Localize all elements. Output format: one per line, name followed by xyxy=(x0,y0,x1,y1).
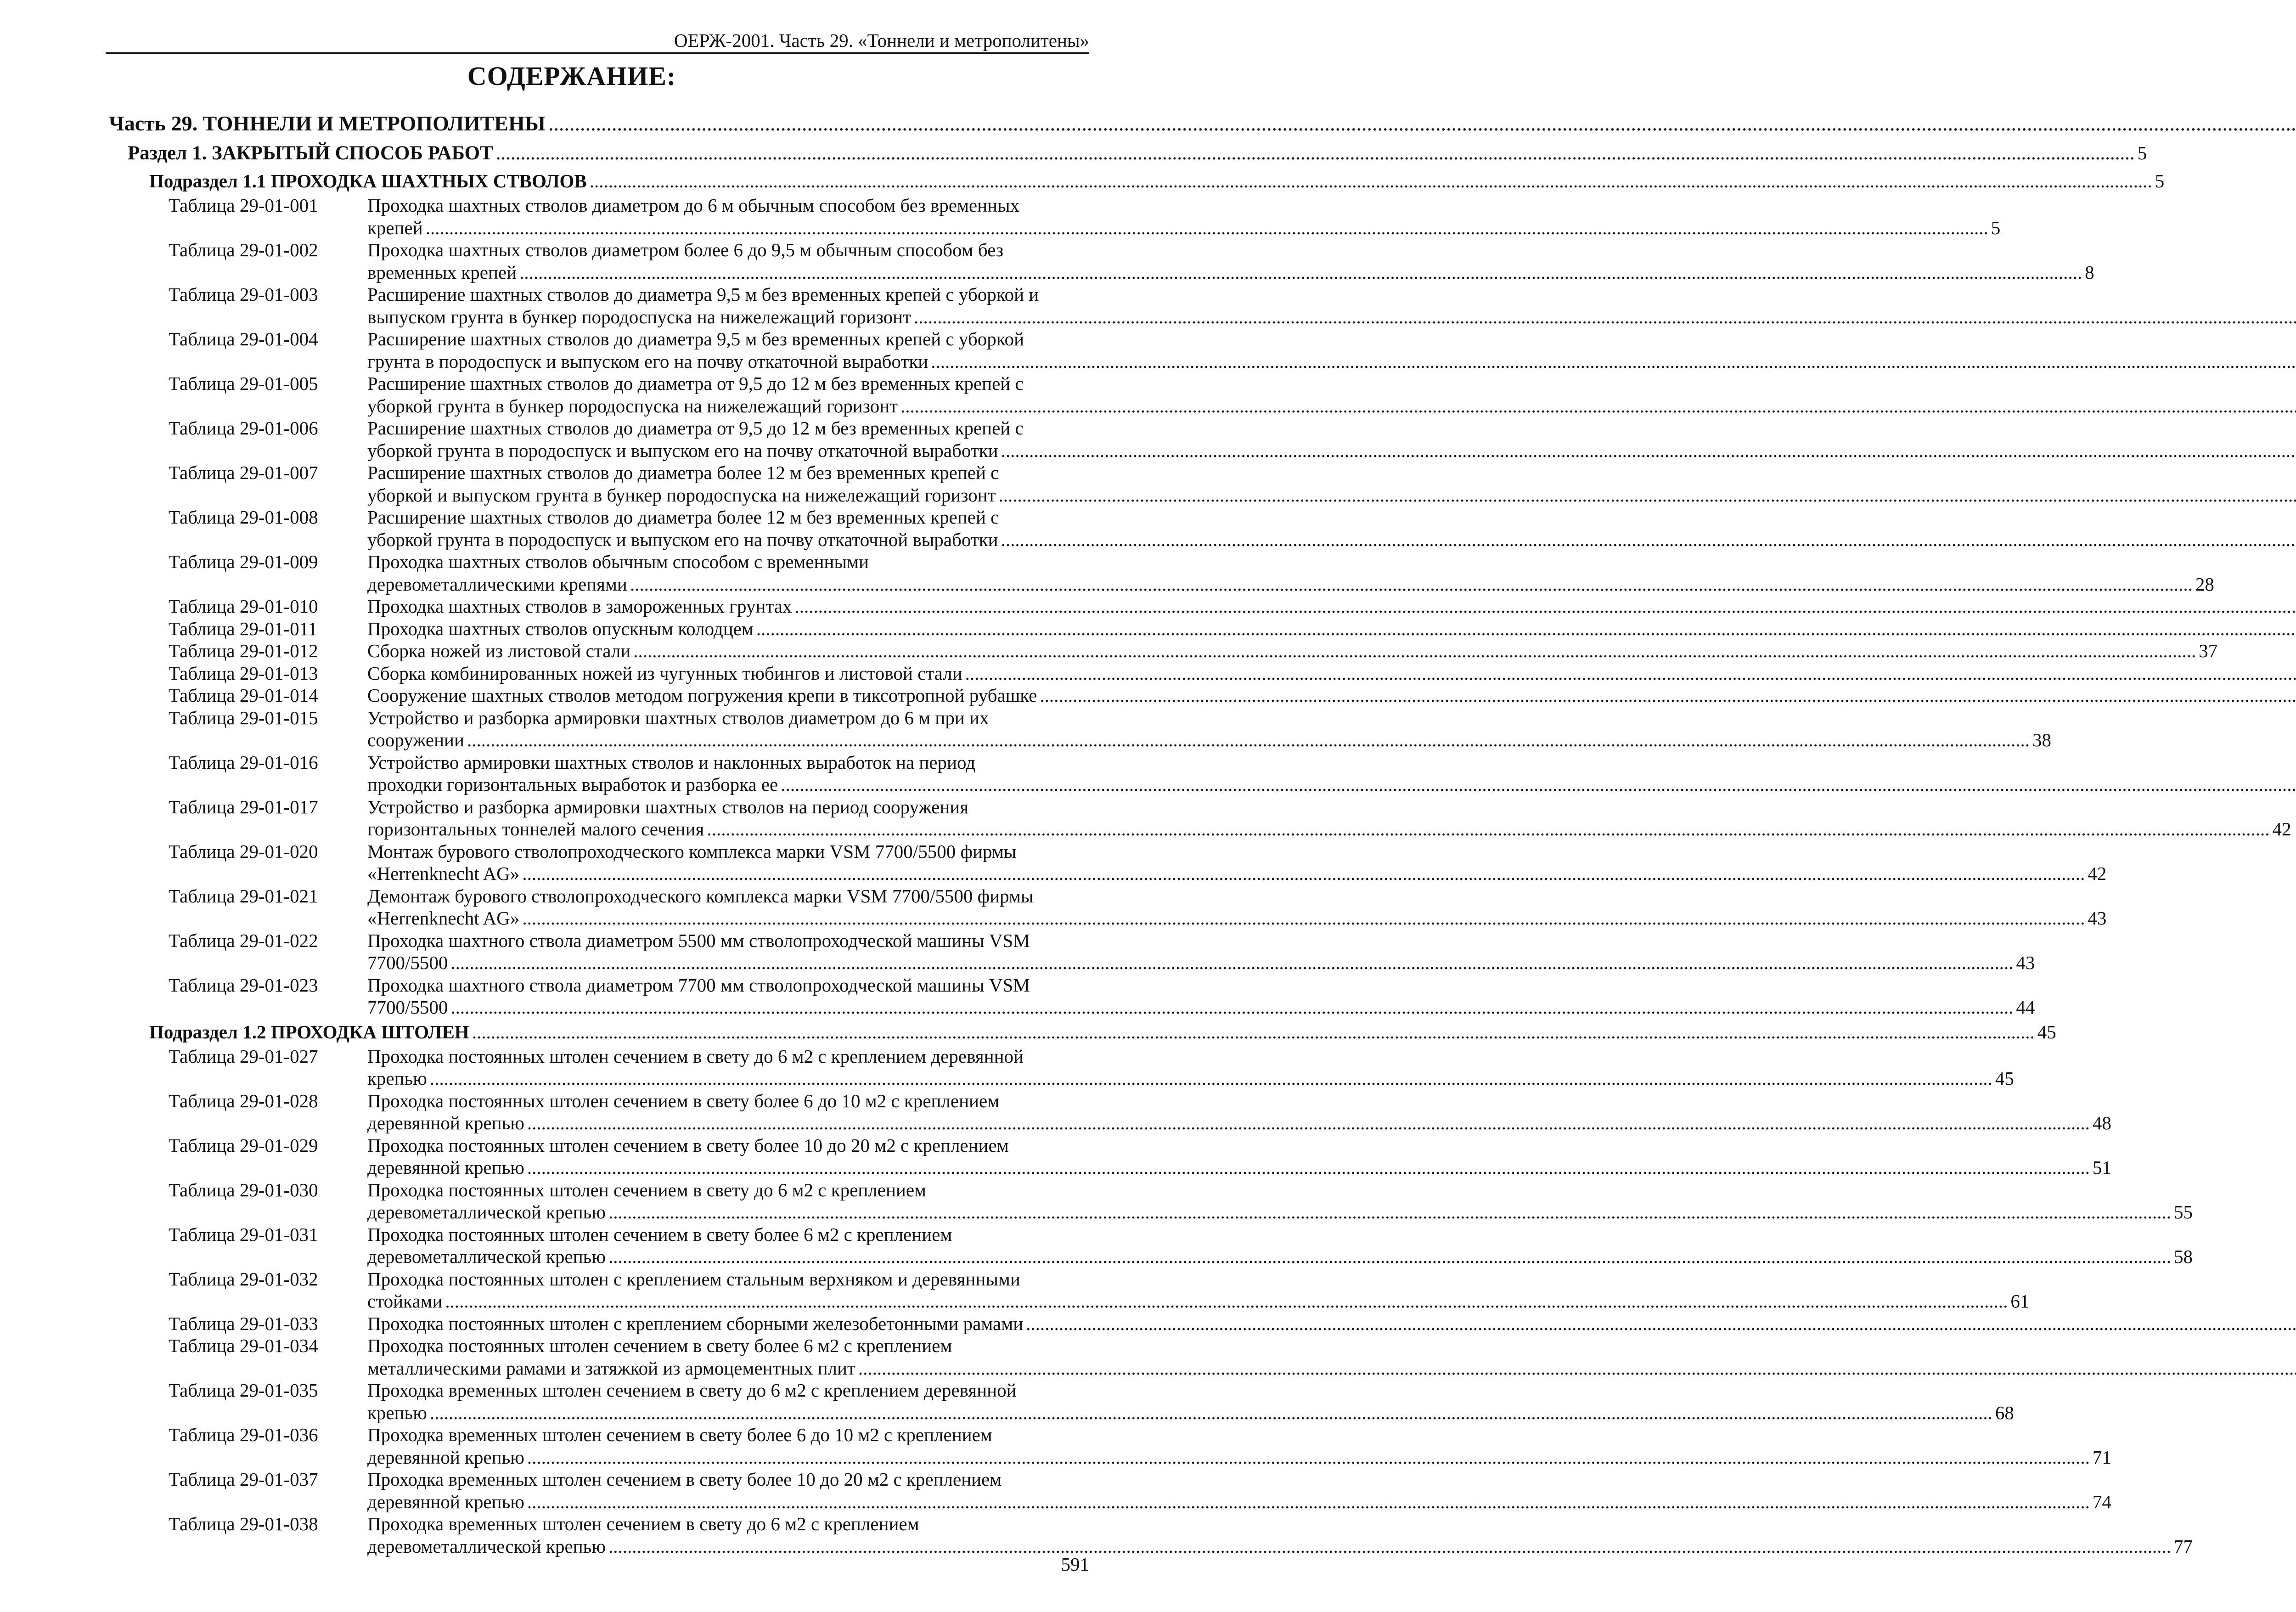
toc-table-id: Таблица 29-01-034 xyxy=(169,1335,318,1356)
dot-leader xyxy=(590,168,2152,194)
toc-title-line: Расширение шахтных стволов до диаметра более 12 м без временных крепей с xyxy=(367,462,999,483)
dot-leader xyxy=(522,907,2085,930)
toc-page-number: 45 xyxy=(2037,1021,2056,1043)
toc-page-number: 5 xyxy=(2137,142,2147,163)
dot-leader xyxy=(519,261,2082,284)
toc-title-line: стойками xyxy=(367,1291,443,1312)
toc-table-title xyxy=(367,618,2296,640)
toc-subsection-heading[interactable] xyxy=(0,168,2165,194)
toc-page-number: 51 xyxy=(2092,1157,2111,1178)
toc-table-id: Таблица 29-01-004 xyxy=(169,328,318,349)
dot-leader xyxy=(633,640,2196,662)
toc-table-title xyxy=(367,1223,2193,1268)
dot-leader xyxy=(900,395,2296,417)
dot-leader xyxy=(965,662,2296,685)
toc-table-id: Таблица 29-01-017 xyxy=(169,796,318,817)
toc-table-entry[interactable] xyxy=(0,1090,2111,1134)
toc-table-title xyxy=(367,1335,2296,1379)
dot-leader xyxy=(608,1535,2171,1558)
toc-table-title xyxy=(367,328,2296,372)
toc-title-line: уборкой грунта в породоспуск и выпуском его на почву откаточной выработки xyxy=(367,440,998,461)
toc-page-number: 68 xyxy=(1995,1402,2014,1423)
dot-leader xyxy=(548,108,2296,139)
toc-table-id: Таблица 29-01-032 xyxy=(169,1268,318,1290)
toc-title-line: деревометаллической крепью xyxy=(367,1246,606,1267)
toc-table-entry[interactable] xyxy=(0,328,1143,372)
toc-table-id: Таблица 29-01-001 xyxy=(169,195,318,216)
toc-table-id: Таблица 29-01-030 xyxy=(169,1179,318,1201)
toc-page-number: 5 xyxy=(2155,170,2165,192)
toc-title-line: Проходка временных штолен сечением в свету до 6 м2 с креплением деревянной xyxy=(367,1380,1017,1401)
toc-heading-label: Часть 29. ТОННЕЛИ И МЕТРОПОЛИТЕНЫ xyxy=(109,112,546,135)
dot-leader xyxy=(450,952,2013,974)
toc-page-number: 8 xyxy=(2085,261,2094,283)
toc-page-number: 61 xyxy=(2010,1291,2030,1312)
dot-leader xyxy=(472,1019,2035,1045)
toc-title-line: 7700/5500 xyxy=(367,952,448,973)
toc-table-title xyxy=(367,1268,2029,1313)
toc-table-id: Таблица 29-01-006 xyxy=(169,417,318,439)
toc-title-line: 7700/5500 xyxy=(367,997,448,1018)
toc-table-title xyxy=(367,684,2296,707)
toc-table-id: Таблица 29-01-003 xyxy=(169,284,318,305)
toc-title-line: деревометаллическими крепями xyxy=(367,573,627,595)
toc-table-title xyxy=(367,194,2000,239)
toc-title-line: Проходка постоянных штолен сечением в свету более 6 до 10 м2 с креплением xyxy=(367,1090,1000,1111)
toc-page-number: 55 xyxy=(2174,1201,2193,1223)
toc-table-entry[interactable] xyxy=(0,595,1143,618)
toc-title-line: деревянной крепью xyxy=(367,1112,524,1133)
toc-table-id: Таблица 29-01-022 xyxy=(169,930,318,951)
dot-leader xyxy=(608,1246,2171,1268)
toc-table-id: Таблица 29-01-023 xyxy=(169,974,318,996)
toc-title-line: Монтаж бурового стволопроходческого комплекса марки VSM 7700/5500 фирмы xyxy=(367,840,1017,862)
dot-leader xyxy=(496,139,2135,168)
table-of-contents xyxy=(0,108,2291,1557)
toc-title-line: деревометаллической крепью xyxy=(367,1535,606,1557)
toc-title-line: Проходка постоянных штолен с креплением сборными железобетонными рамами xyxy=(367,1313,1024,1334)
toc-table-entry[interactable] xyxy=(0,506,1143,551)
toc-title-line: временных крепей xyxy=(367,261,517,283)
toc-table-id: Таблица 29-01-037 xyxy=(169,1469,318,1490)
toc-table-entry[interactable] xyxy=(0,1313,1143,1335)
dot-leader xyxy=(527,1491,2090,1513)
toc-title-line: Демонтаж бурового стволопроходческого комплекса марки VSM 7700/5500 фирмы xyxy=(367,885,1034,907)
toc-title-line: деревянной крепью xyxy=(367,1491,524,1512)
toc-table-id: Таблица 29-01-020 xyxy=(169,840,318,862)
dot-leader xyxy=(527,1446,2090,1469)
toc-page-number: 74 xyxy=(2092,1491,2111,1512)
toc-title-line: Расширение шахтных стволов до диаметра более 12 м без временных крепей с xyxy=(367,507,999,528)
toc-title-line: Проходка шахтных стволов обычным способом с временными xyxy=(367,551,869,572)
toc-title-line: крепью xyxy=(367,1402,427,1423)
toc-title-line: Проходка постоянных штолен сечением в свету более 6 м2 с креплением xyxy=(367,1223,952,1245)
toc-table-title xyxy=(367,239,2094,283)
toc-table-id: Таблица 29-01-009 xyxy=(169,551,318,572)
toc-table-entry[interactable] xyxy=(0,1179,2193,1223)
toc-table-id: Таблица 29-01-011 xyxy=(169,618,318,639)
toc-table-entry[interactable] xyxy=(0,930,2035,974)
toc-table-entry[interactable] xyxy=(0,1335,1143,1379)
toc-section-heading[interactable] xyxy=(0,139,2147,168)
toc-table-entry[interactable] xyxy=(0,462,1143,506)
toc-table-entry[interactable] xyxy=(0,1513,2193,1557)
toc-title-line: выпуском грунта в бункер породоспуска на нижележащий горизонт xyxy=(367,306,911,327)
toc-table-title xyxy=(367,1313,2296,1335)
toc-table-id: Таблица 29-01-029 xyxy=(169,1134,318,1156)
toc-title-line: Сборка ножей из листовой стали xyxy=(367,640,631,661)
toc-title-line: Проходка постоянных штолен сечением в свету до 6 м2 с креплением деревянной xyxy=(367,1045,1024,1067)
toc-table-title xyxy=(367,974,2035,1019)
toc-title-line: Проходка шахтных стволов диаметром более 6 до 9,5 м обычным способом без xyxy=(367,239,1004,260)
toc-table-id: Таблица 29-01-010 xyxy=(169,596,318,617)
toc-table-id: Таблица 29-01-007 xyxy=(169,462,318,483)
dot-leader xyxy=(914,306,2296,328)
dot-leader xyxy=(931,350,2296,373)
toc-page-number: 38 xyxy=(2032,729,2051,750)
toc-table-entry[interactable] xyxy=(0,551,2214,595)
toc-table-title xyxy=(367,595,2296,618)
toc-title-line: Проходка временных штолен сечением в свету более 6 до 10 м2 с креплением xyxy=(367,1424,992,1445)
toc-table-id: Таблица 29-01-015 xyxy=(169,707,318,728)
toc-table-id: Таблица 29-01-005 xyxy=(169,373,318,394)
toc-page-number: 44 xyxy=(2016,997,2035,1018)
toc-page-number: 43 xyxy=(2088,907,2107,929)
toc-title-line: проходки горизонтальных выработок и разборка ее xyxy=(367,774,778,795)
toc-table-title xyxy=(367,885,2106,930)
toc-page-number: 28 xyxy=(2195,573,2214,595)
toc-table-id: Таблица 29-01-014 xyxy=(169,685,318,706)
dot-leader xyxy=(426,217,1988,239)
toc-title-line: уборкой грунта в породоспуск и выпуском его на почву откаточной выработки xyxy=(367,529,998,550)
toc-table-title xyxy=(367,796,2291,840)
toc-table-title xyxy=(367,930,2035,974)
toc-table-id: Таблица 29-01-033 xyxy=(169,1313,318,1334)
toc-title-line: Проходка временных штолен сечением в свету более 10 до 20 м2 с креплением xyxy=(367,1469,1002,1490)
toc-table-title xyxy=(367,1090,2111,1134)
toc-table-entry[interactable] xyxy=(0,640,2218,662)
toc-table-id: Таблица 29-01-027 xyxy=(169,1045,318,1067)
dot-leader xyxy=(522,862,2085,885)
toc-title-line: крепью xyxy=(367,1068,427,1089)
toc-title-line: Проходка шахтных стволов опускным колодцем xyxy=(367,618,754,639)
dot-leader xyxy=(756,618,2296,640)
toc-table-title xyxy=(367,417,2296,462)
toc-title-line: Расширение шахтных стволов до диаметра 9,5 м без временных крепей с уборкой xyxy=(367,328,1024,349)
toc-title-line: Проходка шахтных стволов диаметром до 6 м обычным способом без временных xyxy=(367,195,1020,216)
toc-table-entry[interactable] xyxy=(0,1268,2030,1313)
toc-title-line: Проходка временных штолен сечением в свету до 6 м2 с креплением xyxy=(367,1513,919,1534)
dot-leader xyxy=(467,729,2030,751)
dot-leader xyxy=(1040,684,2296,707)
dot-leader xyxy=(608,1201,2171,1223)
toc-heading-label: Раздел 1. ЗАКРЫТЫЙ СПОСОБ РАБОТ xyxy=(128,142,493,164)
toc-table-entry[interactable] xyxy=(0,417,1143,462)
toc-table-title xyxy=(367,1468,2111,1513)
toc-table-title xyxy=(367,372,2296,417)
toc-title-line: деревянной крепью xyxy=(367,1446,524,1468)
toc-table-title xyxy=(367,751,2296,796)
toc-table-id: Таблица 29-01-021 xyxy=(169,885,318,907)
toc-title-line: Проходка постоянных штолен с креплением стальным верхняком и деревянными xyxy=(367,1268,1020,1290)
dot-leader xyxy=(999,484,2296,507)
toc-table-title xyxy=(367,462,2296,506)
dot-leader xyxy=(450,996,2013,1019)
toc-page-number: 43 xyxy=(2016,952,2035,973)
toc-title-line: уборкой грунта в бункер породоспуска на нижележащий горизонт xyxy=(367,395,898,417)
page-number: 591 xyxy=(1061,1554,1089,1575)
dot-leader xyxy=(781,773,2296,796)
toc-page-number: 48 xyxy=(2092,1112,2111,1133)
toc-table-id: Таблица 29-01-031 xyxy=(169,1223,318,1245)
dot-leader xyxy=(445,1290,2008,1313)
toc-table-entry[interactable] xyxy=(0,707,2051,751)
toc-table-entry[interactable] xyxy=(0,1379,2014,1424)
toc-table-entry[interactable] xyxy=(0,885,2107,930)
toc-page-number: 58 xyxy=(2174,1246,2193,1267)
toc-table-id: Таблица 29-01-002 xyxy=(169,239,318,260)
toc-title-line: Проходка постоянных штолен сечением в свету более 6 м2 с креплением xyxy=(367,1335,952,1356)
toc-table-title xyxy=(367,1424,2111,1468)
dot-leader xyxy=(1026,1313,2296,1335)
toc-title-line: сооружении xyxy=(367,729,464,750)
toc-table-title xyxy=(367,640,2217,662)
toc-table-id: Таблица 29-01-012 xyxy=(169,640,318,661)
toc-page-number: 71 xyxy=(2092,1446,2111,1468)
toc-title-line: уборкой и выпуском грунта в бункер породоспуска на нижележащий горизонт xyxy=(367,484,996,506)
toc-title-line: Проходка постоянных штолен сечением в свету более 10 до 20 м2 с креплением xyxy=(367,1134,1009,1156)
toc-title-line: Расширение шахтных стволов до диаметра от 9,5 до 12 м без временных крепей с xyxy=(367,417,1024,439)
toc-table-title xyxy=(367,506,2296,551)
toc-subsection-heading[interactable] xyxy=(0,1019,2056,1045)
toc-title-line: Устройство и разборка армировки шахтных стволов на период сооружения xyxy=(367,796,969,817)
dot-leader xyxy=(527,1112,2090,1134)
page-title: СОДЕРЖАНИЕ: xyxy=(467,61,676,91)
toc-title-line: Проходка шахтного ствола диаметром 7700 мм стволопроходческой машины VSM xyxy=(367,974,1030,996)
toc-table-title xyxy=(367,1134,2111,1179)
toc-title-line: горизонтальных тоннелей малого сечения xyxy=(367,818,704,840)
dot-leader xyxy=(430,1067,1992,1090)
toc-table-id: Таблица 29-01-028 xyxy=(169,1090,318,1111)
dot-leader xyxy=(1001,529,2296,551)
toc-title-line: Устройство армировки шахтных стволов и наклонных выработок на период xyxy=(367,751,976,773)
toc-table-entry[interactable] xyxy=(0,283,1143,328)
toc-title-line: деревометаллической крепью xyxy=(367,1201,606,1223)
toc-table-entry[interactable] xyxy=(0,974,2035,1019)
toc-heading-label: Подраздел 1.2 ПРОХОДКА ШТОЛЕН xyxy=(149,1021,469,1043)
toc-title-line: металлическими рамами и затяжкой из армоцементных плит xyxy=(367,1357,855,1379)
toc-page-number: 77 xyxy=(2174,1535,2193,1557)
toc-page-number: 5 xyxy=(1991,217,2001,238)
dot-leader xyxy=(858,1357,2296,1380)
toc-page-number: 45 xyxy=(1995,1068,2014,1089)
toc-table-title xyxy=(367,1045,2014,1090)
toc-table-entry[interactable] xyxy=(0,372,1143,417)
toc-title-line: Сборка комбинированных ножей из чугунных тюбингов и листовой стали xyxy=(367,662,962,684)
toc-page-number: 42 xyxy=(2088,863,2107,884)
toc-table-id: Таблица 29-01-035 xyxy=(169,1380,318,1401)
toc-title-line: Сооружение шахтных стволов методом погружения крепи в тиксотропной рубашке xyxy=(367,685,1037,706)
toc-title-line: Устройство и разборка армировки шахтных стволов диаметром до 6 м при их xyxy=(367,707,989,728)
toc-table-entry[interactable] xyxy=(0,1468,2111,1513)
header-rule xyxy=(106,52,1089,54)
toc-table-entry[interactable] xyxy=(0,1045,2014,1090)
toc-table-title xyxy=(367,662,2296,685)
toc-table-title xyxy=(367,551,2214,595)
toc-table-entry[interactable] xyxy=(0,662,1143,685)
toc-table-entry[interactable] xyxy=(0,1424,2111,1468)
toc-table-title xyxy=(367,1513,2193,1557)
toc-table-entry[interactable] xyxy=(0,684,1143,707)
toc-table-entry[interactable] xyxy=(0,239,2094,283)
toc-table-entry[interactable] xyxy=(0,796,2291,840)
running-header: ОЕРЖ-2001. Часть 29. «Тоннели и метрополитены» xyxy=(674,30,1089,51)
toc-title-line: деревянной крепью xyxy=(367,1157,524,1178)
toc-table-title xyxy=(367,840,2106,885)
toc-title-line: Проходка шахтного ствола диаметром 5500 мм стволопроходческой машины VSM xyxy=(367,930,1030,951)
toc-table-title xyxy=(367,283,2296,328)
toc-title-line: крепей xyxy=(367,217,423,238)
toc-table-id: Таблица 29-01-036 xyxy=(169,1424,318,1445)
dot-leader xyxy=(795,595,2296,618)
dot-leader xyxy=(1001,440,2296,462)
toc-table-title xyxy=(367,1379,2014,1424)
dot-leader xyxy=(630,573,2193,596)
toc-title-line: Расширение шахтных стволов до диаметра от 9,5 до 12 м без временных крепей с xyxy=(367,373,1024,394)
toc-title-line: «Herrenknecht AG» xyxy=(367,907,520,929)
toc-table-entry[interactable] xyxy=(0,1134,2111,1179)
toc-table-id: Таблица 29-01-008 xyxy=(169,507,318,528)
toc-title-line: Проходка постоянных штолен сечением в свету до 6 м2 с креплением xyxy=(367,1179,926,1201)
toc-title-line: грунта в породоспуск и выпуском его на почву откаточной выработки xyxy=(367,350,929,372)
toc-table-title xyxy=(367,1179,2193,1223)
toc-table-title xyxy=(367,707,2051,751)
toc-table-entry[interactable] xyxy=(0,840,2107,885)
toc-title-line: «Herrenknecht AG» xyxy=(367,863,520,884)
toc-heading-label: Подраздел 1.1 ПРОХОДКА ШАХТНЫХ СТВОЛОВ xyxy=(149,170,587,192)
toc-table-id: Таблица 29-01-016 xyxy=(169,751,318,773)
toc-page-number: 42 xyxy=(2272,818,2291,840)
toc-title-line: Расширение шахтных стволов до диаметра 9,5 м без временных крепей с уборкой и xyxy=(367,284,1039,305)
dot-leader xyxy=(707,818,2269,840)
toc-table-entry[interactable] xyxy=(0,194,2001,239)
toc-page-number: 37 xyxy=(2199,640,2218,661)
dot-leader xyxy=(527,1156,2090,1179)
toc-table-id: Таблица 29-01-013 xyxy=(169,662,318,684)
dot-leader xyxy=(430,1402,1992,1424)
toc-table-entry[interactable] xyxy=(0,751,1143,796)
toc-table-id: Таблица 29-01-038 xyxy=(169,1513,318,1534)
toc-part-heading[interactable] xyxy=(0,108,1143,139)
toc-table-entry[interactable] xyxy=(0,618,1143,640)
toc-table-entry[interactable] xyxy=(0,1223,2193,1268)
toc-title-line: Проходка шахтных стволов в замороженных грунтах xyxy=(367,596,792,617)
